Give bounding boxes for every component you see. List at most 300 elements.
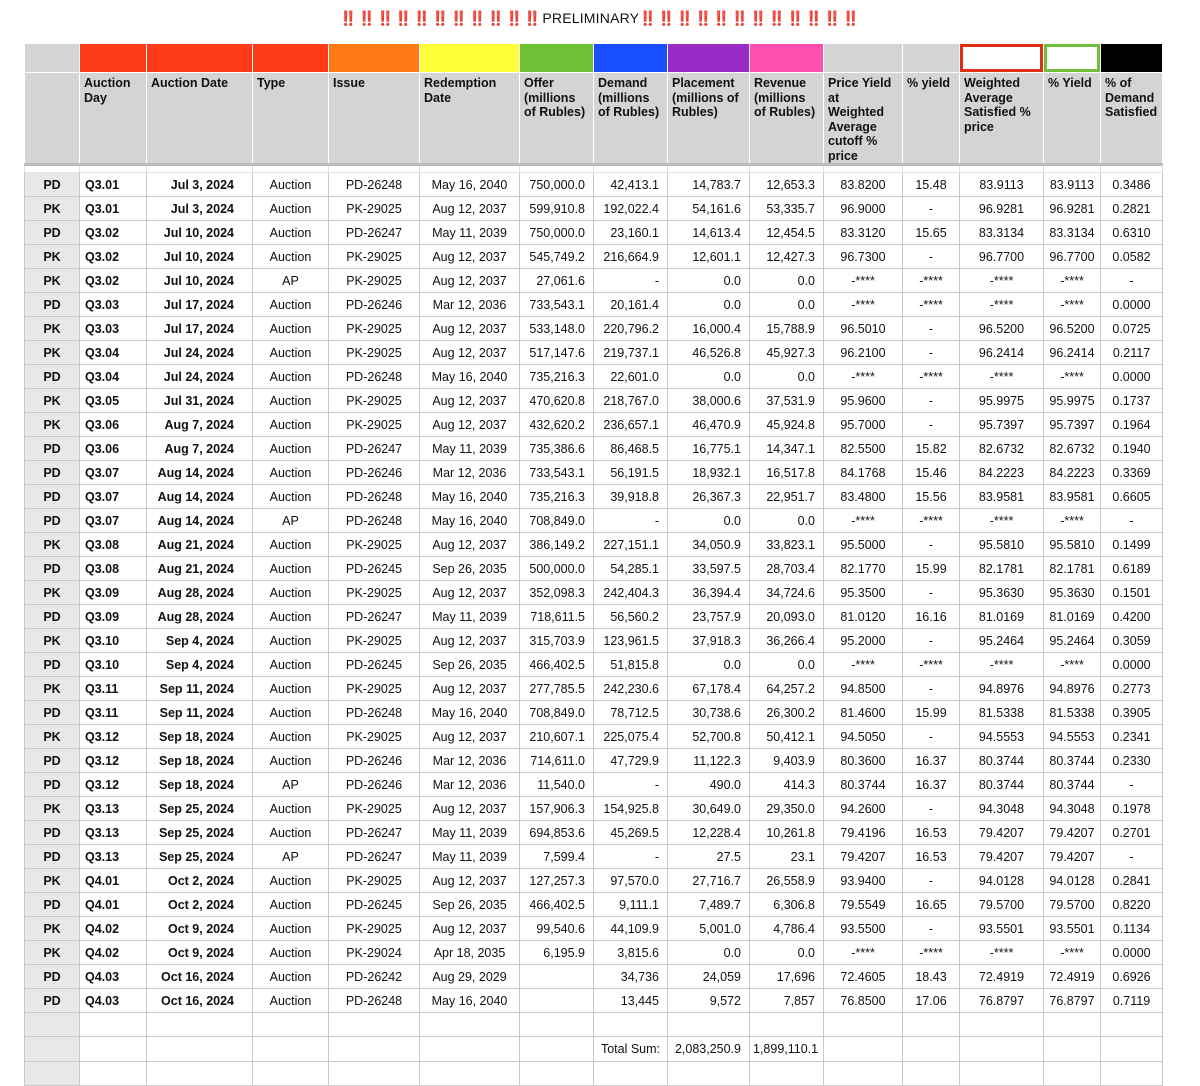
demand-cell[interactable]: 78,712.5 <box>594 701 668 725</box>
bond-code-cell[interactable]: PD <box>25 989 80 1013</box>
redemption-date-cell[interactable]: Apr 18, 2035 <box>420 941 520 965</box>
weighted-average-cell[interactable]: 93.5501 <box>960 917 1044 941</box>
yield-cell[interactable]: - <box>903 389 960 413</box>
auction-day-cell[interactable]: Q3.07 <box>80 509 147 533</box>
bond-code-cell[interactable]: PK <box>25 941 80 965</box>
bond-code-cell[interactable]: PD <box>25 437 80 461</box>
placement-cell[interactable]: 0.0 <box>668 365 750 389</box>
color-marker-cell[interactable] <box>147 44 253 73</box>
pct-yield-cell[interactable]: 95.7397 <box>1044 413 1101 437</box>
auction-date-cell[interactable]: Sep 4, 2024 <box>147 629 253 653</box>
pct-yield-cell[interactable]: 94.0128 <box>1044 869 1101 893</box>
issue-cell[interactable]: PK-29025 <box>329 269 420 293</box>
demand-satisfied-cell[interactable]: 0.6605 <box>1101 485 1163 509</box>
bond-code-cell[interactable]: PD <box>25 557 80 581</box>
bond-code-cell[interactable]: PK <box>25 581 80 605</box>
price-yield-cell[interactable]: 82.1770 <box>824 557 903 581</box>
demand-cell[interactable]: 220,796.2 <box>594 317 668 341</box>
bond-code-cell[interactable]: PK <box>25 797 80 821</box>
demand-satisfied-cell[interactable]: 0.2341 <box>1101 725 1163 749</box>
bond-code-cell[interactable]: PK <box>25 317 80 341</box>
offer-cell[interactable]: 733,543.1 <box>520 293 594 317</box>
demand-cell[interactable]: 227,151.1 <box>594 533 668 557</box>
type-cell[interactable]: Auction <box>253 557 329 581</box>
empty-cell[interactable] <box>147 1037 253 1062</box>
revenue-cell[interactable]: 36,266.4 <box>750 629 824 653</box>
color-marker-cell[interactable] <box>668 44 750 73</box>
empty-cell[interactable] <box>903 1062 960 1086</box>
column-header[interactable]: Offer (millions of Rubles) <box>520 73 594 165</box>
empty-cell[interactable] <box>824 1013 903 1037</box>
revenue-cell[interactable]: 12,454.5 <box>750 221 824 245</box>
auction-day-cell[interactable]: Q4.02 <box>80 917 147 941</box>
weighted-average-cell[interactable]: 95.2464 <box>960 629 1044 653</box>
auction-day-cell[interactable]: Q4.01 <box>80 893 147 917</box>
empty-cell[interactable] <box>824 1062 903 1086</box>
pct-yield-cell[interactable]: 96.7700 <box>1044 245 1101 269</box>
placement-cell[interactable]: 27.5 <box>668 845 750 869</box>
color-marker-cell[interactable] <box>520 44 594 73</box>
placement-cell[interactable]: 46,526.8 <box>668 341 750 365</box>
price-yield-cell[interactable]: 93.5500 <box>824 917 903 941</box>
auction-day-cell[interactable]: Q3.13 <box>80 845 147 869</box>
placement-cell[interactable]: 16,775.1 <box>668 437 750 461</box>
demand-cell[interactable]: 22,601.0 <box>594 365 668 389</box>
auction-day-cell[interactable]: Q3.01 <box>80 173 147 197</box>
bond-code-cell[interactable]: PK <box>25 269 80 293</box>
placement-cell[interactable]: 12,228.4 <box>668 821 750 845</box>
auction-day-cell[interactable]: Q3.02 <box>80 269 147 293</box>
auction-day-cell[interactable]: Q3.06 <box>80 413 147 437</box>
redemption-date-cell[interactable]: May 11, 2039 <box>420 605 520 629</box>
auction-day-cell[interactable]: Q4.03 <box>80 989 147 1013</box>
type-cell[interactable]: Auction <box>253 941 329 965</box>
pct-yield-cell[interactable]: 96.9281 <box>1044 197 1101 221</box>
price-yield-cell[interactable]: 83.3120 <box>824 221 903 245</box>
offer-cell[interactable]: 533,148.0 <box>520 317 594 341</box>
empty-cell[interactable] <box>25 1013 80 1037</box>
column-header[interactable]: Price Yield at Weighted Average cutoff % price <box>824 73 903 165</box>
yield-cell[interactable]: - <box>903 341 960 365</box>
auction-date-cell[interactable]: Jul 3, 2024 <box>147 197 253 221</box>
demand-cell[interactable]: 3,815.6 <box>594 941 668 965</box>
bond-code-cell[interactable]: PK <box>25 677 80 701</box>
placement-cell[interactable]: 0.0 <box>668 293 750 317</box>
price-yield-cell[interactable]: 95.9600 <box>824 389 903 413</box>
issue-cell[interactable]: PD-26245 <box>329 557 420 581</box>
yield-cell[interactable]: - <box>903 197 960 221</box>
weighted-average-cell[interactable]: 96.5200 <box>960 317 1044 341</box>
revenue-cell[interactable]: 0.0 <box>750 509 824 533</box>
revenue-cell[interactable]: 29,350.0 <box>750 797 824 821</box>
bond-code-cell[interactable]: PK <box>25 629 80 653</box>
revenue-cell[interactable]: 15,788.9 <box>750 317 824 341</box>
empty-cell[interactable] <box>750 1062 824 1086</box>
price-yield-cell[interactable]: 84.1768 <box>824 461 903 485</box>
redemption-date-cell[interactable]: May 11, 2039 <box>420 845 520 869</box>
bond-code-cell[interactable]: PD <box>25 605 80 629</box>
total-placement[interactable]: 2,083,250.9 <box>668 1037 750 1062</box>
pct-yield-cell[interactable]: -**** <box>1044 293 1101 317</box>
weighted-average-cell[interactable]: 95.7397 <box>960 413 1044 437</box>
weighted-average-cell[interactable]: 79.4207 <box>960 821 1044 845</box>
empty-cell[interactable] <box>520 1013 594 1037</box>
demand-cell[interactable]: 42,413.1 <box>594 173 668 197</box>
placement-cell[interactable]: 46,470.9 <box>668 413 750 437</box>
demand-satisfied-cell[interactable]: 0.7119 <box>1101 989 1163 1013</box>
yield-cell[interactable]: - <box>903 677 960 701</box>
issue-cell[interactable]: PD-26248 <box>329 989 420 1013</box>
total-revenue[interactable]: 1,899,110.1 <box>750 1037 824 1062</box>
issue-cell[interactable]: PK-29025 <box>329 341 420 365</box>
demand-cell[interactable]: 218,767.0 <box>594 389 668 413</box>
offer-cell[interactable]: 733,543.1 <box>520 461 594 485</box>
yield-cell[interactable]: - <box>903 629 960 653</box>
bond-code-cell[interactable]: PD <box>25 773 80 797</box>
type-cell[interactable]: Auction <box>253 581 329 605</box>
issue-cell[interactable]: PK-29025 <box>329 389 420 413</box>
redemption-date-cell[interactable]: Aug 29, 2029 <box>420 965 520 989</box>
demand-cell[interactable]: 216,664.9 <box>594 245 668 269</box>
placement-cell[interactable]: 67,178.4 <box>668 677 750 701</box>
yield-cell[interactable]: 15.99 <box>903 701 960 725</box>
placement-cell[interactable]: 37,918.3 <box>668 629 750 653</box>
demand-satisfied-cell[interactable]: 0.8220 <box>1101 893 1163 917</box>
color-marker-cell[interactable] <box>329 44 420 73</box>
offer-cell[interactable]: 708,849.0 <box>520 701 594 725</box>
auction-date-cell[interactable]: Sep 11, 2024 <box>147 677 253 701</box>
bond-code-cell[interactable]: PD <box>25 365 80 389</box>
type-cell[interactable]: Auction <box>253 701 329 725</box>
price-yield-cell[interactable]: 95.5000 <box>824 533 903 557</box>
placement-cell[interactable]: 52,700.8 <box>668 725 750 749</box>
demand-satisfied-cell[interactable]: 0.0000 <box>1101 941 1163 965</box>
type-cell[interactable]: Auction <box>253 533 329 557</box>
redemption-date-cell[interactable]: Aug 12, 2037 <box>420 341 520 365</box>
demand-satisfied-cell[interactable]: 0.1940 <box>1101 437 1163 461</box>
column-header[interactable]: Placement (millions of Rubles) <box>668 73 750 165</box>
yield-cell[interactable]: 15.65 <box>903 221 960 245</box>
redemption-date-cell[interactable]: Aug 12, 2037 <box>420 797 520 821</box>
color-marker-cell[interactable] <box>960 44 1044 73</box>
empty-cell[interactable] <box>594 1013 668 1037</box>
column-header[interactable]: Revenue (millions of Rubles) <box>750 73 824 165</box>
weighted-average-cell[interactable]: 81.5338 <box>960 701 1044 725</box>
yield-cell[interactable]: - <box>903 917 960 941</box>
weighted-average-cell[interactable]: 96.9281 <box>960 197 1044 221</box>
placement-cell[interactable]: 16,000.4 <box>668 317 750 341</box>
yield-cell[interactable]: 15.82 <box>903 437 960 461</box>
offer-cell[interactable]: 750,000.0 <box>520 221 594 245</box>
weighted-average-cell[interactable]: 94.0128 <box>960 869 1044 893</box>
weighted-average-cell[interactable]: 80.3744 <box>960 749 1044 773</box>
demand-cell[interactable]: 97,570.0 <box>594 869 668 893</box>
auction-date-cell[interactable]: Aug 28, 2024 <box>147 605 253 629</box>
bond-code-cell[interactable]: PD <box>25 485 80 509</box>
placement-cell[interactable]: 18,932.1 <box>668 461 750 485</box>
pct-yield-cell[interactable]: -**** <box>1044 653 1101 677</box>
pct-yield-cell[interactable]: -**** <box>1044 365 1101 389</box>
column-header[interactable]: Demand (millions of Rubles) <box>594 73 668 165</box>
issue-cell[interactable]: PD-26247 <box>329 437 420 461</box>
yield-cell[interactable]: -**** <box>903 941 960 965</box>
bond-code-cell[interactable]: PK <box>25 725 80 749</box>
revenue-cell[interactable]: 12,427.3 <box>750 245 824 269</box>
demand-cell[interactable]: 51,815.8 <box>594 653 668 677</box>
type-cell[interactable]: Auction <box>253 173 329 197</box>
offer-cell[interactable]: 386,149.2 <box>520 533 594 557</box>
weighted-average-cell[interactable]: 76.8797 <box>960 989 1044 1013</box>
empty-cell[interactable] <box>1101 1013 1163 1037</box>
auction-date-cell[interactable]: Aug 14, 2024 <box>147 509 253 533</box>
issue-cell[interactable]: PK-29025 <box>329 245 420 269</box>
type-cell[interactable]: Auction <box>253 437 329 461</box>
offer-cell[interactable]: 470,620.8 <box>520 389 594 413</box>
column-header[interactable]: Type <box>253 73 329 165</box>
auction-day-cell[interactable]: Q3.10 <box>80 653 147 677</box>
demand-cell[interactable]: 47,729.9 <box>594 749 668 773</box>
pct-yield-cell[interactable]: 94.3048 <box>1044 797 1101 821</box>
pct-yield-cell[interactable]: 95.5810 <box>1044 533 1101 557</box>
demand-cell[interactable]: - <box>594 845 668 869</box>
type-cell[interactable]: Auction <box>253 293 329 317</box>
offer-cell[interactable]: 599,910.8 <box>520 197 594 221</box>
price-yield-cell[interactable]: 93.9400 <box>824 869 903 893</box>
pct-yield-cell[interactable]: 94.5553 <box>1044 725 1101 749</box>
demand-satisfied-cell[interactable]: 0.1501 <box>1101 581 1163 605</box>
demand-cell[interactable]: 13,445 <box>594 989 668 1013</box>
pct-yield-cell[interactable]: 81.5338 <box>1044 701 1101 725</box>
offer-cell[interactable]: 517,147.6 <box>520 341 594 365</box>
auction-date-cell[interactable]: Jul 10, 2024 <box>147 221 253 245</box>
color-marker-cell[interactable] <box>25 44 80 73</box>
revenue-cell[interactable]: 45,924.8 <box>750 413 824 437</box>
auction-day-cell[interactable]: Q3.06 <box>80 437 147 461</box>
pct-yield-cell[interactable]: -**** <box>1044 509 1101 533</box>
weighted-average-cell[interactable]: 95.5810 <box>960 533 1044 557</box>
empty-cell[interactable] <box>1044 1037 1101 1062</box>
auction-day-cell[interactable]: Q3.02 <box>80 245 147 269</box>
demand-satisfied-cell[interactable]: 0.0000 <box>1101 653 1163 677</box>
type-cell[interactable]: Auction <box>253 677 329 701</box>
demand-satisfied-cell[interactable]: 0.0000 <box>1101 293 1163 317</box>
auction-day-cell[interactable]: Q3.07 <box>80 461 147 485</box>
type-cell[interactable]: Auction <box>253 653 329 677</box>
yield-cell[interactable]: 16.16 <box>903 605 960 629</box>
offer-cell[interactable]: 127,257.3 <box>520 869 594 893</box>
redemption-date-cell[interactable]: Sep 26, 2035 <box>420 893 520 917</box>
empty-cell[interactable] <box>420 1037 520 1062</box>
revenue-cell[interactable]: 17,696 <box>750 965 824 989</box>
offer-cell[interactable]: 7,599.4 <box>520 845 594 869</box>
auction-day-cell[interactable]: Q3.05 <box>80 389 147 413</box>
pct-yield-cell[interactable]: 93.5501 <box>1044 917 1101 941</box>
color-marker-cell[interactable] <box>1044 44 1101 73</box>
yield-cell[interactable]: - <box>903 317 960 341</box>
empty-cell[interactable] <box>253 1037 329 1062</box>
issue-cell[interactable]: PK-29025 <box>329 317 420 341</box>
yield-cell[interactable]: - <box>903 245 960 269</box>
yield-cell[interactable]: - <box>903 413 960 437</box>
demand-satisfied-cell[interactable]: 0.0725 <box>1101 317 1163 341</box>
issue-cell[interactable]: PK-29025 <box>329 917 420 941</box>
empty-cell[interactable] <box>520 1062 594 1086</box>
auction-date-cell[interactable]: Jul 17, 2024 <box>147 317 253 341</box>
column-header[interactable]: Issue <box>329 73 420 165</box>
column-header[interactable]: Auction Day <box>80 73 147 165</box>
empty-cell[interactable] <box>960 1062 1044 1086</box>
offer-cell[interactable]: 708,849.0 <box>520 509 594 533</box>
price-yield-cell[interactable]: 82.5500 <box>824 437 903 461</box>
demand-cell[interactable]: 225,075.4 <box>594 725 668 749</box>
bond-code-cell[interactable]: PK <box>25 917 80 941</box>
auction-day-cell[interactable]: Q4.02 <box>80 941 147 965</box>
type-cell[interactable]: Auction <box>253 365 329 389</box>
auction-day-cell[interactable]: Q3.12 <box>80 773 147 797</box>
yield-cell[interactable]: 16.37 <box>903 749 960 773</box>
weighted-average-cell[interactable]: 83.9581 <box>960 485 1044 509</box>
pct-yield-cell[interactable]: 94.8976 <box>1044 677 1101 701</box>
empty-cell[interactable] <box>253 1013 329 1037</box>
revenue-cell[interactable]: 37,531.9 <box>750 389 824 413</box>
color-marker-cell[interactable] <box>253 44 329 73</box>
auction-day-cell[interactable]: Q3.13 <box>80 797 147 821</box>
color-marker-cell[interactable] <box>594 44 668 73</box>
demand-cell[interactable]: 56,560.2 <box>594 605 668 629</box>
auction-day-cell[interactable]: Q3.03 <box>80 317 147 341</box>
issue-cell[interactable]: PD-26246 <box>329 749 420 773</box>
demand-satisfied-cell[interactable]: 0.6926 <box>1101 965 1163 989</box>
auction-day-cell[interactable]: Q4.03 <box>80 965 147 989</box>
demand-satisfied-cell[interactable]: 0.6310 <box>1101 221 1163 245</box>
placement-cell[interactable]: 33,597.5 <box>668 557 750 581</box>
redemption-date-cell[interactable]: May 11, 2039 <box>420 221 520 245</box>
redemption-date-cell[interactable]: Mar 12, 2036 <box>420 293 520 317</box>
redemption-date-cell[interactable]: May 16, 2040 <box>420 485 520 509</box>
type-cell[interactable]: Auction <box>253 917 329 941</box>
offer-cell[interactable]: 735,386.6 <box>520 437 594 461</box>
auction-day-cell[interactable]: Q3.01 <box>80 197 147 221</box>
revenue-cell[interactable]: 0.0 <box>750 293 824 317</box>
offer-cell[interactable]: 545,749.2 <box>520 245 594 269</box>
type-cell[interactable]: Auction <box>253 869 329 893</box>
empty-cell[interactable] <box>594 1062 668 1086</box>
empty-cell[interactable] <box>903 1013 960 1037</box>
pct-yield-cell[interactable]: 72.4919 <box>1044 965 1101 989</box>
auction-day-cell[interactable]: Q3.13 <box>80 821 147 845</box>
price-yield-cell[interactable]: 96.7300 <box>824 245 903 269</box>
auction-date-cell[interactable]: Sep 11, 2024 <box>147 701 253 725</box>
empty-cell[interactable] <box>80 1062 147 1086</box>
pct-yield-cell[interactable]: 76.8797 <box>1044 989 1101 1013</box>
weighted-average-cell[interactable]: 96.2414 <box>960 341 1044 365</box>
auction-date-cell[interactable]: Jul 24, 2024 <box>147 341 253 365</box>
color-marker-cell[interactable] <box>80 44 147 73</box>
type-cell[interactable]: Auction <box>253 821 329 845</box>
redemption-date-cell[interactable]: Aug 12, 2037 <box>420 197 520 221</box>
auction-date-cell[interactable]: Sep 18, 2024 <box>147 773 253 797</box>
redemption-date-cell[interactable]: Mar 12, 2036 <box>420 461 520 485</box>
placement-cell[interactable]: 0.0 <box>668 509 750 533</box>
yield-cell[interactable]: 15.46 <box>903 461 960 485</box>
redemption-date-cell[interactable]: Aug 12, 2037 <box>420 677 520 701</box>
pct-yield-cell[interactable]: -**** <box>1044 269 1101 293</box>
offer-cell[interactable]: 157,906.3 <box>520 797 594 821</box>
auction-day-cell[interactable]: Q3.10 <box>80 629 147 653</box>
demand-satisfied-cell[interactable]: - <box>1101 269 1163 293</box>
type-cell[interactable]: Auction <box>253 725 329 749</box>
demand-cell[interactable]: 20,161.4 <box>594 293 668 317</box>
demand-satisfied-cell[interactable]: 0.2701 <box>1101 821 1163 845</box>
bond-code-cell[interactable]: PD <box>25 461 80 485</box>
auction-day-cell[interactable]: Q3.11 <box>80 677 147 701</box>
empty-cell[interactable] <box>520 1037 594 1062</box>
issue-cell[interactable]: PD-26248 <box>329 365 420 389</box>
placement-cell[interactable]: 9,572 <box>668 989 750 1013</box>
bond-code-cell[interactable]: PD <box>25 821 80 845</box>
issue-cell[interactable]: PD-26246 <box>329 773 420 797</box>
revenue-cell[interactable]: 7,857 <box>750 989 824 1013</box>
demand-cell[interactable]: 242,230.6 <box>594 677 668 701</box>
yield-cell[interactable]: - <box>903 797 960 821</box>
column-header[interactable]: % of Demand Satisfied <box>1101 73 1163 165</box>
bond-code-cell[interactable]: PK <box>25 389 80 413</box>
issue-cell[interactable]: PD-26247 <box>329 605 420 629</box>
redemption-date-cell[interactable]: Aug 12, 2037 <box>420 413 520 437</box>
auction-day-cell[interactable]: Q3.07 <box>80 485 147 509</box>
auction-date-cell[interactable]: Oct 16, 2024 <box>147 965 253 989</box>
demand-cell[interactable]: 54,285.1 <box>594 557 668 581</box>
type-cell[interactable]: AP <box>253 773 329 797</box>
demand-cell[interactable]: 219,737.1 <box>594 341 668 365</box>
price-yield-cell[interactable]: -**** <box>824 365 903 389</box>
total-sum-label[interactable]: Total Sum: <box>594 1037 668 1062</box>
price-yield-cell[interactable]: -**** <box>824 269 903 293</box>
offer-cell[interactable]: 735,216.3 <box>520 365 594 389</box>
bond-code-cell[interactable]: PD <box>25 845 80 869</box>
redemption-date-cell[interactable]: Aug 12, 2037 <box>420 917 520 941</box>
issue-cell[interactable]: PD-26248 <box>329 701 420 725</box>
demand-satisfied-cell[interactable]: - <box>1101 773 1163 797</box>
issue-cell[interactable]: PK-29025 <box>329 413 420 437</box>
issue-cell[interactable]: PD-26247 <box>329 821 420 845</box>
pct-yield-cell[interactable]: 80.3744 <box>1044 749 1101 773</box>
price-yield-cell[interactable]: -**** <box>824 941 903 965</box>
issue-cell[interactable]: PD-26248 <box>329 173 420 197</box>
issue-cell[interactable]: PK-29025 <box>329 581 420 605</box>
offer-cell[interactable] <box>520 989 594 1013</box>
demand-satisfied-cell[interactable]: 0.0582 <box>1101 245 1163 269</box>
price-yield-cell[interactable]: 96.9000 <box>824 197 903 221</box>
price-yield-cell[interactable]: -**** <box>824 293 903 317</box>
weighted-average-cell[interactable]: 96.7700 <box>960 245 1044 269</box>
yield-cell[interactable]: - <box>903 869 960 893</box>
yield-cell[interactable]: 15.56 <box>903 485 960 509</box>
offer-cell[interactable]: 714,611.0 <box>520 749 594 773</box>
bond-code-cell[interactable]: PD <box>25 893 80 917</box>
empty-cell[interactable] <box>1101 1037 1163 1062</box>
issue-cell[interactable]: PK-29024 <box>329 941 420 965</box>
pct-yield-cell[interactable]: 96.2414 <box>1044 341 1101 365</box>
auction-date-cell[interactable]: Aug 28, 2024 <box>147 581 253 605</box>
auction-date-cell[interactable]: Aug 21, 2024 <box>147 557 253 581</box>
demand-cell[interactable]: 9,111.1 <box>594 893 668 917</box>
issue-cell[interactable]: PK-29025 <box>329 629 420 653</box>
redemption-date-cell[interactable]: Mar 12, 2036 <box>420 749 520 773</box>
color-marker-cell[interactable] <box>824 44 903 73</box>
auction-date-cell[interactable]: Sep 25, 2024 <box>147 797 253 821</box>
revenue-cell[interactable]: 6,306.8 <box>750 893 824 917</box>
